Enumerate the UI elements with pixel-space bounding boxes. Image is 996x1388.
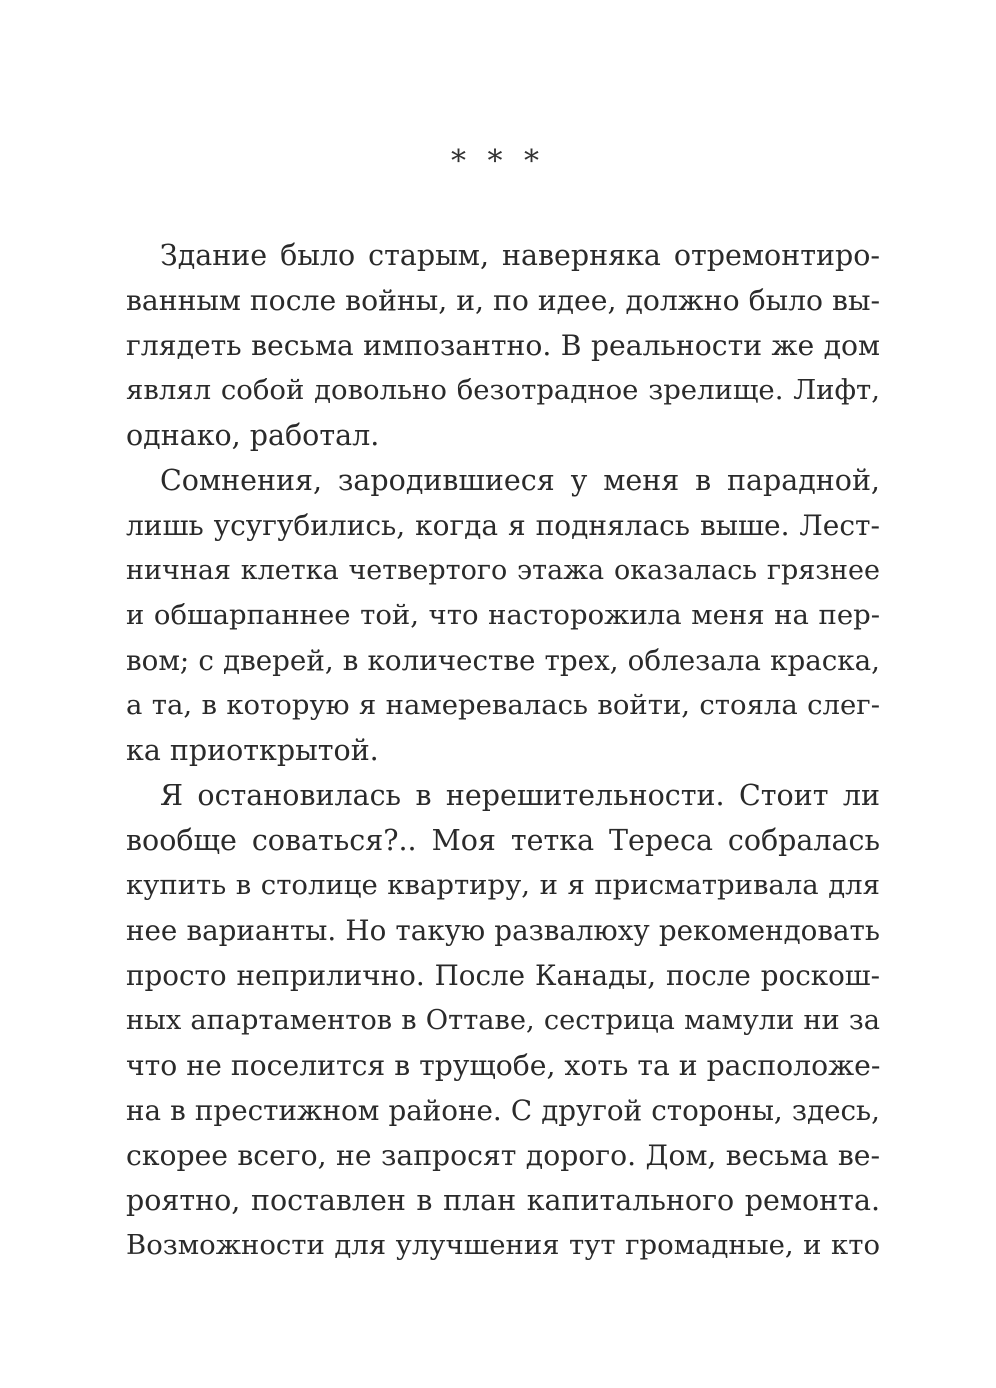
text-line: что не поселится в трущобе, хоть та и расположе- — [126, 1049, 880, 1082]
paragraph — [126, 773, 880, 1268]
text-line: нее варианты. Но такую развалюху рекомендовать — [126, 914, 880, 947]
text-line: ка приоткрытой. — [126, 734, 379, 767]
text-line: ничная клетка четвертого этажа оказалась грязнее — [126, 555, 880, 586]
body-text — [126, 233, 880, 1268]
text-line: однако, работал. — [126, 419, 380, 452]
text-line: вом; с дверей, в количестве трех, облезала краска, — [126, 644, 880, 677]
text-line: на в престижном районе. С другой стороны, здесь, — [126, 1094, 880, 1127]
text-line: а та, в которую я намеревалась войти, стояла слег- — [126, 689, 880, 721]
text-line: вообще соваться?.. Моя тетка Тереса собралась — [126, 824, 880, 857]
section-separator: * * * — [450, 144, 546, 179]
paragraph — [126, 458, 880, 773]
text-line: купить в столице квартиру, и я присматривала для — [126, 869, 880, 901]
text-line: роятно, поставлен в план капитального ремонта. — [126, 1184, 880, 1217]
text-line: скорее всего, не запросят дорого. Дом, весьма ве- — [126, 1139, 880, 1172]
text-line: ных апартаментов в Оттаве, сестрица мамули ни за — [126, 1005, 880, 1036]
text-line: ванным после войны, и, по идее, должно было вы- — [126, 284, 880, 317]
text-line: просто неприлично. После Канады, после роскош- — [126, 959, 880, 992]
text-line: Возможности для улучшения тут громадные, и кто — [126, 1229, 880, 1261]
text-line: глядеть весьма импозантно. В реальности же дом — [126, 329, 880, 362]
text-line: и обшарпаннее той, что насторожила меня на пер- — [126, 599, 880, 631]
text-line: Здание было старым, наверняка отремонтиро- — [160, 239, 880, 272]
paragraph — [126, 233, 880, 458]
text-line: Сомнения, зародившиеся у меня в парадной, — [160, 464, 880, 497]
text-line: лишь усугубились, когда я поднялась выше. Лест- — [126, 509, 880, 542]
text-line: Я остановилась в нерешительности. Стоит ли — [160, 779, 880, 812]
text-line: являл собой довольно безотрадное зрелище. Лифт, — [126, 374, 880, 406]
